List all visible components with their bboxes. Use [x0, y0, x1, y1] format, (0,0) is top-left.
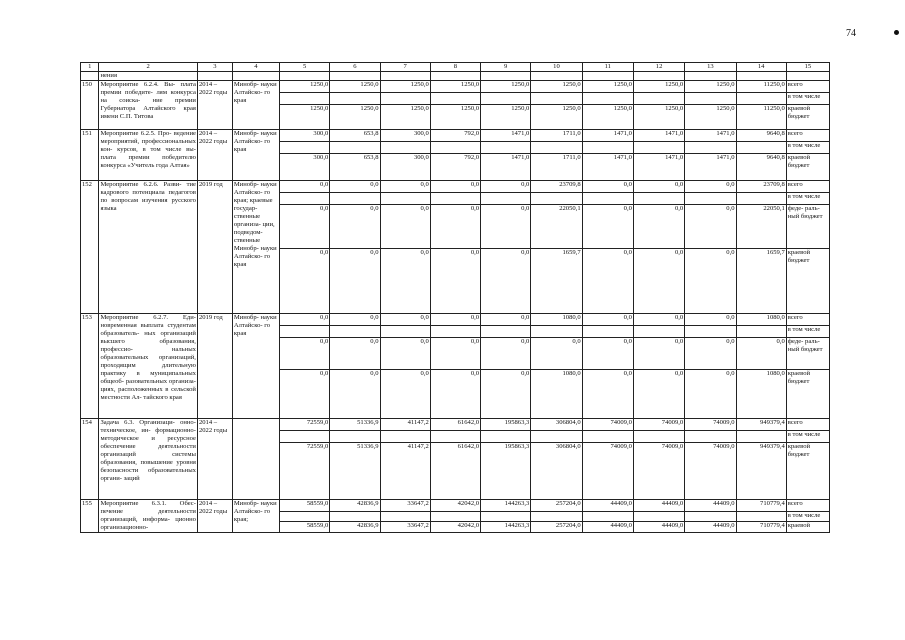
amount-cell: 195863,3 — [481, 419, 531, 431]
amount-cell: 1471,0 — [582, 130, 633, 142]
amount-cell: 0,0 — [430, 181, 480, 193]
amount-cell: 22050,1 — [736, 205, 786, 249]
amount-cell: 300,0 — [280, 130, 330, 142]
amount-cell: 0,0 — [280, 370, 330, 419]
funding-source: всего — [786, 81, 829, 93]
period: 2014 – 2022 годы — [197, 81, 232, 130]
amount-cell: 1659,7 — [531, 249, 582, 314]
executor: Минобр- науки Алтайско- го края; — [232, 500, 279, 533]
amount-cell: 0,0 — [330, 205, 380, 249]
table-row — [81, 181, 830, 193]
amount-cell: 1250,0 — [280, 105, 330, 130]
amount-cell: 0,0 — [736, 338, 786, 370]
funding-source: всего — [786, 181, 829, 193]
amount-cell: 61642,0 — [430, 419, 480, 431]
amount-cell: 0,0 — [380, 370, 430, 419]
amount-cell: 33647,2 — [380, 500, 430, 512]
period: 2014 – 2022 годы — [197, 500, 232, 533]
table-row — [81, 500, 830, 512]
amount-cell: 0,0 — [582, 370, 633, 419]
amount-cell — [633, 326, 684, 338]
amount-cell: 0,0 — [582, 338, 633, 370]
amount-cell — [481, 326, 531, 338]
amount-cell — [280, 511, 330, 522]
amount-cell: 41147,2 — [380, 419, 430, 431]
amount-cell — [380, 142, 430, 154]
amount-cell: 1250,0 — [330, 81, 380, 93]
amount-cell: 0,0 — [633, 338, 684, 370]
amount-cell: 1250,0 — [430, 105, 480, 130]
amount-cell — [531, 93, 582, 105]
funding-source: краевой бюджет — [786, 105, 829, 130]
row-number: 155 — [81, 500, 99, 533]
amount-cell: 0,0 — [633, 370, 684, 419]
amount-cell: 1250,0 — [380, 105, 430, 130]
col-header: 5 — [280, 63, 330, 72]
amount-cell: 1250,0 — [685, 105, 736, 130]
amount-cell: 0,0 — [685, 338, 736, 370]
amount-cell: 22050,1 — [531, 205, 582, 249]
measure-name: Мероприятие 6.2.4. Вы- плата премии победите- лям конкурса на соиска- ние премии Губернатора Алтайского края имени С.П. Титова — [99, 81, 197, 130]
funding-source: в том числе — [786, 193, 829, 205]
amount-cell: 0,0 — [685, 314, 736, 326]
funding-source: всего — [786, 500, 829, 512]
row-number: 153 — [81, 314, 99, 419]
amount-cell — [685, 93, 736, 105]
amount-cell: 58559,0 — [280, 522, 330, 533]
amount-cell: 257204,0 — [531, 522, 582, 533]
amount-cell: 653,8 — [330, 154, 380, 181]
period: 2014 – 2022 годы — [197, 130, 232, 181]
funding-source: краевой бюджет — [786, 249, 829, 314]
amount-cell: 300,0 — [280, 154, 330, 181]
amount-cell — [736, 431, 786, 443]
amount-cell: 710779,4 — [736, 522, 786, 533]
amount-cell: 0,0 — [430, 314, 480, 326]
col-header: 10 — [531, 63, 582, 72]
amount-cell: 949379,4 — [736, 443, 786, 500]
amount-cell — [481, 193, 531, 205]
amount-cell: 0,0 — [582, 205, 633, 249]
table-row — [81, 130, 830, 142]
amount-cell: 1711,0 — [531, 154, 582, 181]
amount-cell — [685, 511, 736, 522]
amount-cell: 0,0 — [280, 338, 330, 370]
scan-mark — [894, 30, 899, 35]
amount-cell: 0,0 — [430, 249, 480, 314]
amount-cell: 300,0 — [380, 130, 430, 142]
amount-cell: 1471,0 — [481, 154, 531, 181]
amount-cell — [736, 511, 786, 522]
funding-source: всего — [786, 419, 829, 431]
table-row — [81, 81, 830, 93]
funding-source: в том числе — [786, 93, 829, 105]
amount-cell: 792,0 — [430, 130, 480, 142]
amount-cell: 0,0 — [280, 181, 330, 193]
amount-cell — [481, 431, 531, 443]
amount-cell: 11250,0 — [736, 81, 786, 93]
amount-cell — [736, 142, 786, 154]
amount-cell — [380, 511, 430, 522]
amount-cell: 74009,0 — [582, 419, 633, 431]
amount-cell: 58559,0 — [280, 500, 330, 512]
amount-cell — [582, 142, 633, 154]
funding-source: феде- раль- ный бюджет — [786, 205, 829, 249]
amount-cell: 0,0 — [685, 205, 736, 249]
amount-cell: 0,0 — [481, 205, 531, 249]
amount-cell: 9640,8 — [736, 154, 786, 181]
amount-cell — [685, 326, 736, 338]
amount-cell: 1250,0 — [330, 105, 380, 130]
amount-cell: 42042,0 — [430, 522, 480, 533]
table-row — [81, 419, 830, 431]
amount-cell: 41147,2 — [380, 443, 430, 500]
amount-cell: 306804,0 — [531, 419, 582, 431]
col-header: 9 — [481, 63, 531, 72]
amount-cell: 1659,7 — [736, 249, 786, 314]
amount-cell: 0,0 — [633, 205, 684, 249]
measure-name: Мероприятие 6.2.5. Про- ведение мероприятий, профессиональных кон- курсов, в том числе вы- плата премии победителю конкурса «Учитель года Алтая» — [99, 130, 197, 181]
amount-cell: 42836,9 — [330, 522, 380, 533]
amount-cell: 42042,0 — [430, 500, 480, 512]
period: 2019 год — [197, 181, 232, 314]
amount-cell: 1250,0 — [531, 81, 582, 93]
table-row — [81, 314, 830, 326]
amount-cell: 0,0 — [633, 181, 684, 193]
amount-cell: 0,0 — [380, 249, 430, 314]
amount-cell — [531, 511, 582, 522]
amount-cell: 0,0 — [582, 181, 633, 193]
amount-cell: 1250,0 — [633, 81, 684, 93]
amount-cell: 0,0 — [481, 338, 531, 370]
amount-cell: 0,0 — [685, 370, 736, 419]
funding-source: в том числе — [786, 431, 829, 443]
funding-source: краевой бюджет — [786, 154, 829, 181]
funding-source: в том числе — [786, 326, 829, 338]
funding-source: краевой бюджет — [786, 443, 829, 500]
col-header: 12 — [633, 63, 684, 72]
amount-cell: 1250,0 — [531, 105, 582, 130]
amount-cell: 1250,0 — [380, 81, 430, 93]
amount-cell: 61642,0 — [430, 443, 480, 500]
amount-cell: 792,0 — [430, 154, 480, 181]
amount-cell: 0,0 — [280, 249, 330, 314]
funding-source: краевой — [786, 522, 829, 533]
measure-name: Задача 6.3. Организаци- онно-техническое, ин- формационно- методическое и ресурсное обеспечение деятельности организаций системы образования, повышение уровня безопасности образовательных органи- заций — [99, 419, 197, 500]
measure-name: Мероприятие 6.3.1. Обес- печение деятельности организаций, информа- ционно организационно- — [100, 500, 196, 531]
amount-cell — [685, 431, 736, 443]
amount-cell — [330, 193, 380, 205]
amount-cell: 23709,8 — [736, 181, 786, 193]
amount-cell — [280, 193, 330, 205]
col-header: 2 — [99, 63, 197, 72]
amount-cell: 72559,0 — [280, 419, 330, 431]
amount-cell: 1250,0 — [430, 81, 480, 93]
amount-cell — [633, 142, 684, 154]
amount-cell: 33647,2 — [380, 522, 430, 533]
amount-cell: 0,0 — [430, 370, 480, 419]
amount-cell: 44409,0 — [685, 522, 736, 533]
amount-cell — [633, 193, 684, 205]
amount-cell: 257204,0 — [531, 500, 582, 512]
amount-cell — [380, 193, 430, 205]
row-number: 150 — [81, 81, 99, 130]
amount-cell: 0,0 — [380, 205, 430, 249]
amount-cell: 44409,0 — [685, 500, 736, 512]
amount-cell: 1080,0 — [531, 314, 582, 326]
funding-source: краевой бюджет — [786, 370, 829, 419]
amount-cell — [582, 431, 633, 443]
col-header: 7 — [380, 63, 430, 72]
carry-over-row — [81, 72, 830, 81]
amount-cell: 11250,0 — [736, 105, 786, 130]
amount-cell — [736, 93, 786, 105]
amount-cell: 0,0 — [582, 249, 633, 314]
amount-cell: 1250,0 — [481, 105, 531, 130]
row-number: 151 — [81, 130, 99, 181]
amount-cell — [582, 511, 633, 522]
amount-cell: 0,0 — [481, 181, 531, 193]
amount-cell: 0,0 — [330, 370, 380, 419]
amount-cell: 195863,3 — [481, 443, 531, 500]
carry-over-text: нения — [99, 72, 197, 81]
amount-cell — [330, 511, 380, 522]
amount-cell — [685, 142, 736, 154]
amount-cell: 1471,0 — [633, 154, 684, 181]
amount-cell: 1250,0 — [685, 81, 736, 93]
amount-cell — [633, 511, 684, 522]
amount-cell: 144263,3 — [481, 500, 531, 512]
amount-cell: 0,0 — [481, 249, 531, 314]
amount-cell: 0,0 — [481, 314, 531, 326]
col-header: 13 — [685, 63, 736, 72]
funding-source: в том числе — [786, 511, 829, 522]
amount-cell: 306804,0 — [531, 443, 582, 500]
amount-cell: 74009,0 — [685, 443, 736, 500]
amount-cell: 74009,0 — [582, 443, 633, 500]
amount-cell — [582, 93, 633, 105]
amount-cell — [430, 142, 480, 154]
amount-cell — [280, 326, 330, 338]
amount-cell — [685, 193, 736, 205]
amount-cell: 51336,9 — [330, 443, 380, 500]
amount-cell: 0,0 — [633, 249, 684, 314]
amount-cell: 44409,0 — [582, 522, 633, 533]
amount-cell — [330, 93, 380, 105]
amount-cell: 0,0 — [330, 249, 380, 314]
amount-cell — [633, 431, 684, 443]
amount-cell — [380, 93, 430, 105]
amount-cell: 0,0 — [280, 205, 330, 249]
amount-cell: 0,0 — [582, 314, 633, 326]
col-header: 15 — [786, 63, 829, 72]
amount-cell: 44409,0 — [582, 500, 633, 512]
amount-cell: 0,0 — [685, 181, 736, 193]
amount-cell — [736, 326, 786, 338]
amount-cell: 1250,0 — [481, 81, 531, 93]
amount-cell — [430, 193, 480, 205]
amount-cell: 9640,8 — [736, 130, 786, 142]
amount-cell: 0,0 — [280, 314, 330, 326]
measure-name: Мероприятие 6.2.6. Разви- тие кадрового потенциала педагогов по вопросам изучения русского языка — [99, 181, 197, 314]
amount-cell — [633, 93, 684, 105]
amount-cell — [531, 326, 582, 338]
amount-cell: 1471,0 — [582, 154, 633, 181]
amount-cell: 0,0 — [633, 314, 684, 326]
amount-cell: 0,0 — [531, 338, 582, 370]
amount-cell: 42836,9 — [330, 500, 380, 512]
funding-source: феде- раль- ный бюджет — [786, 338, 829, 370]
amount-cell: 653,8 — [330, 130, 380, 142]
period: 2019 год — [197, 314, 232, 419]
amount-cell: 44409,0 — [633, 522, 684, 533]
amount-cell: 0,0 — [380, 338, 430, 370]
executor — [232, 419, 279, 500]
amount-cell: 1250,0 — [582, 105, 633, 130]
col-header: 14 — [736, 63, 786, 72]
amount-cell — [481, 93, 531, 105]
budget-table — [80, 62, 830, 533]
amount-cell — [582, 326, 633, 338]
funding-source: всего — [786, 130, 829, 142]
funding-source: всего — [786, 314, 829, 326]
col-header: 6 — [330, 63, 380, 72]
amount-cell: 300,0 — [380, 154, 430, 181]
col-header: 1 — [81, 63, 99, 72]
amount-cell: 0,0 — [330, 314, 380, 326]
amount-cell — [380, 431, 430, 443]
amount-cell: 1471,0 — [481, 130, 531, 142]
amount-cell: 44409,0 — [633, 500, 684, 512]
amount-cell: 74009,0 — [685, 419, 736, 431]
amount-cell — [736, 193, 786, 205]
col-header: 3 — [197, 63, 232, 72]
amount-cell: 1080,0 — [736, 314, 786, 326]
amount-cell — [531, 431, 582, 443]
amount-cell: 0,0 — [481, 370, 531, 419]
amount-cell: 1711,0 — [531, 130, 582, 142]
executor: Минобр- науки Алтайско- го края; краевые государ- ственные организа- ции, подведом- ственные Минобр- науки Алтайско- го края — [232, 181, 279, 314]
amount-cell — [330, 431, 380, 443]
amount-cell: 1250,0 — [582, 81, 633, 93]
amount-cell — [430, 431, 480, 443]
amount-cell — [380, 326, 430, 338]
amount-cell: 1250,0 — [280, 81, 330, 93]
amount-cell: 0,0 — [685, 249, 736, 314]
amount-cell: 1471,0 — [633, 130, 684, 142]
amount-cell: 1250,0 — [633, 105, 684, 130]
amount-cell — [280, 93, 330, 105]
col-header: 8 — [430, 63, 480, 72]
measure-name: Мероприятие 6.2.7. Еди- новременная выплата студентам образователь- ных организаций высшего образования, профессио- нальных образовательных организаций, проходящим длительную практику в муниципальных общеоб- разовательных организа- циях, расположенных в сельской местности Ал- тайского края — [99, 314, 197, 419]
amount-cell: 23709,8 — [531, 181, 582, 193]
amount-cell: 0,0 — [430, 338, 480, 370]
amount-cell — [531, 142, 582, 154]
amount-cell: 1471,0 — [685, 154, 736, 181]
amount-cell: 0,0 — [330, 338, 380, 370]
amount-cell: 51336,9 — [330, 419, 380, 431]
executor: Минобр- науки Алтайско- го края — [232, 314, 279, 419]
amount-cell: 74009,0 — [633, 419, 684, 431]
funding-source: в том числе — [786, 142, 829, 154]
amount-cell — [582, 193, 633, 205]
amount-cell — [280, 431, 330, 443]
amount-cell: 74009,0 — [633, 443, 684, 500]
amount-cell — [531, 193, 582, 205]
col-header: 11 — [582, 63, 633, 72]
amount-cell: 0,0 — [330, 181, 380, 193]
amount-cell — [430, 326, 480, 338]
column-number-row — [81, 63, 830, 72]
amount-cell: 949379,4 — [736, 419, 786, 431]
amount-cell — [280, 142, 330, 154]
executor: Минобр- науки Алтайско- го края — [232, 130, 279, 181]
amount-cell — [430, 511, 480, 522]
amount-cell: 1471,0 — [685, 130, 736, 142]
amount-cell: 144263,3 — [481, 522, 531, 533]
amount-cell — [481, 511, 531, 522]
row-number: 154 — [81, 419, 99, 500]
amount-cell — [330, 142, 380, 154]
amount-cell: 710779,4 — [736, 500, 786, 512]
executor: Минобр- науки Алтайско- го края — [232, 81, 279, 130]
page-number: 74 — [846, 28, 856, 39]
amount-cell: 0,0 — [380, 181, 430, 193]
amount-cell: 0,0 — [430, 205, 480, 249]
amount-cell: 1080,0 — [531, 370, 582, 419]
amount-cell — [430, 93, 480, 105]
amount-cell: 0,0 — [380, 314, 430, 326]
amount-cell — [481, 142, 531, 154]
col-header: 4 — [232, 63, 279, 72]
period: 2014 – 2022 годы — [197, 419, 232, 500]
amount-cell: 1080,0 — [736, 370, 786, 419]
amount-cell — [330, 326, 380, 338]
row-number: 152 — [81, 181, 99, 314]
amount-cell: 72559,0 — [280, 443, 330, 500]
